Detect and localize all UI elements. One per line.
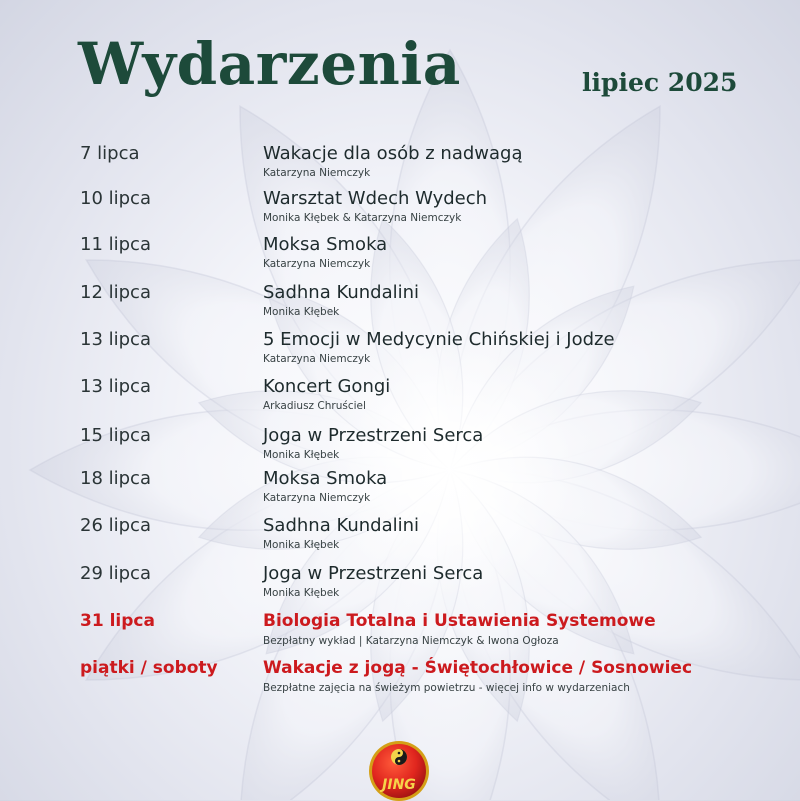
- event-host: Katarzyna Niemczyk: [263, 353, 371, 365]
- event-title: Sadhna Kundalini: [263, 515, 420, 536]
- event-title: Moksa Smoka: [263, 468, 388, 489]
- event-row: [0, 468, 800, 518]
- event-date: 13 lipca: [80, 376, 151, 397]
- event-row: [0, 329, 800, 379]
- event-host: Monika Kłębek: [263, 306, 340, 318]
- event-title: Joga w Przestrzeni Serca: [263, 563, 484, 584]
- logo-text: JING: [382, 777, 416, 793]
- event-date: 26 lipca: [80, 515, 151, 536]
- event-date: 13 lipca: [80, 329, 151, 350]
- event-date: 18 lipca: [80, 468, 151, 489]
- event-title: Joga w Przestrzeni Serca: [263, 425, 484, 446]
- event-host: Katarzyna Niemczyk: [263, 167, 371, 179]
- event-row: [0, 376, 800, 426]
- event-host: Bezpłatne zajęcia na świeżym powietrzu - więcej info w wydarzeniach: [263, 682, 630, 694]
- event-date: 29 lipca: [80, 563, 151, 584]
- event-date: 31 lipca: [80, 611, 155, 631]
- page-title: Wydarzenia: [78, 30, 461, 98]
- event-title: Biologia Totalna i Ustawienia Systemowe: [263, 611, 656, 631]
- event-host: Monika Kłębek: [263, 587, 340, 599]
- event-host: Monika Kłębek & Katarzyna Niemczyk: [263, 212, 462, 224]
- event-date: 12 lipca: [80, 282, 151, 303]
- event-host: Monika Kłębek: [263, 539, 340, 551]
- event-host: Arkadiusz Chruściel: [263, 400, 366, 412]
- event-date: piątki / soboty: [80, 658, 218, 678]
- event-title: Sadhna Kundalini: [263, 282, 420, 303]
- event-row-highlighted: [0, 611, 800, 661]
- event-row-highlighted: [0, 658, 800, 708]
- event-row: [0, 282, 800, 332]
- event-date: 10 lipca: [80, 188, 151, 209]
- event-row: [0, 563, 800, 613]
- event-host: Monika Kłębek: [263, 449, 340, 461]
- event-title: Koncert Gongi: [263, 376, 391, 397]
- event-host: Bezpłatny wykład | Katarzyna Niemczyk & Iwona Ogłoza: [263, 635, 559, 647]
- event-title: 5 Emocji w Medycynie Chińskiej i Jodze: [263, 329, 615, 350]
- event-date: 7 lipca: [80, 143, 140, 164]
- yin-yang-icon: [391, 749, 407, 765]
- event-row: [0, 188, 800, 238]
- event-title: Wakacje z jogą - Świętochłowice / Sosnowiec: [263, 658, 693, 678]
- event-host: Katarzyna Niemczyk: [263, 258, 371, 270]
- event-row: [0, 515, 800, 565]
- event-row: [0, 234, 800, 284]
- event-title: Warsztat Wdech Wydech: [263, 188, 488, 209]
- jing-logo: [367, 737, 431, 801]
- event-date: 11 lipca: [80, 234, 151, 255]
- event-row: [0, 143, 800, 193]
- month-label: lipiec 2025: [582, 68, 738, 97]
- event-title: Moksa Smoka: [263, 234, 388, 255]
- event-date: 15 lipca: [80, 425, 151, 446]
- event-title: Wakacje dla osób z nadwagą: [263, 143, 523, 164]
- event-host: Katarzyna Niemczyk: [263, 492, 371, 504]
